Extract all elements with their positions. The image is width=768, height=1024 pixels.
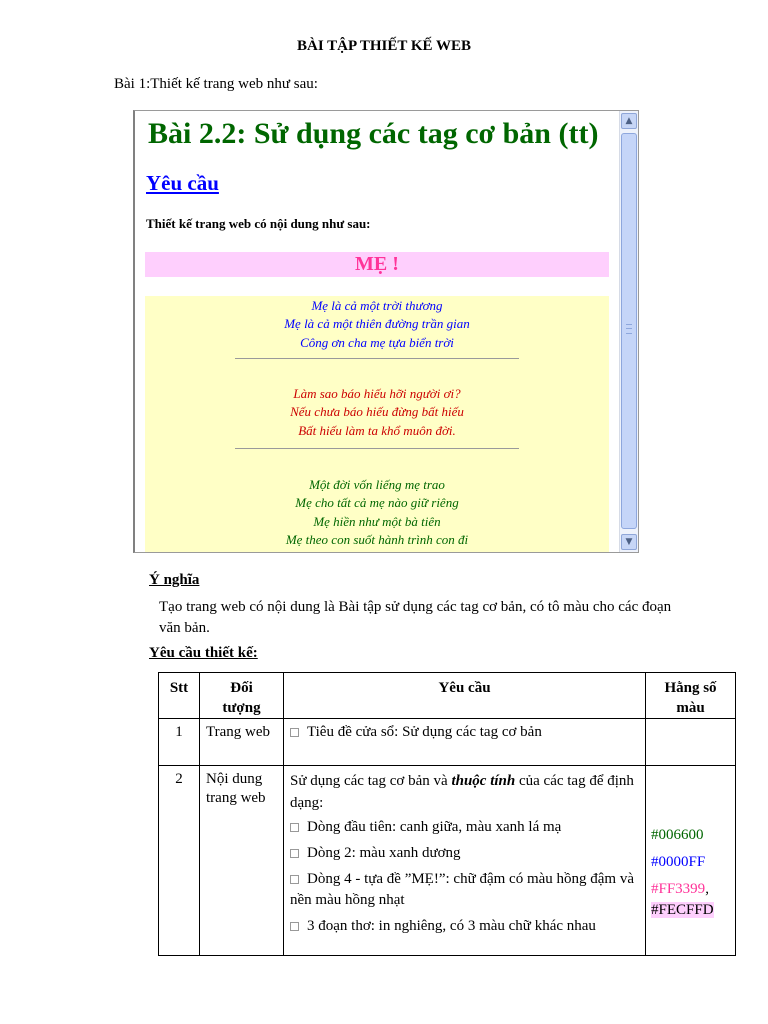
poem-line: Một đời vốn liếng mẹ trao [309,477,445,492]
color-code-light-pink-line [651,900,735,921]
requirement-intro [290,770,639,814]
scroll-down-arrow-icon[interactable]: ▼ [621,534,637,550]
row-object: Nội dung trang web [200,766,284,956]
document-title: BÀI TẬP THIẾT KẾ WEB [297,38,471,54]
row-requirement [284,766,646,956]
row-stt: 2 [159,766,200,956]
requirement-item [290,843,639,864]
checkbox-bullet-icon [290,849,299,858]
poem-title-box: MẸ ! [145,252,609,277]
poem-line: Mẹ là cả một trời thương [311,298,443,313]
table-header-row [159,673,736,719]
poem-box [145,296,609,553]
checkbox-bullet-icon [290,922,299,931]
example-instruction: Thiết kế trang web có nội dung như sau: [146,216,371,231]
item-text: Dòng đầu tiên: canh giữa, màu xanh lá mạ [307,819,562,835]
color-separator: , [705,881,709,897]
color-code-light-pink: #FECFFD [651,902,714,918]
example-page-screenshot [133,110,639,553]
row-object: Trang web [200,719,284,766]
header-requirement: Yêu cầu [284,673,646,719]
requirement-item [290,916,639,937]
intro-text-end: của các tag để định dạng: [290,773,634,811]
poem-line: Mẹ hiền như một bà tiên [313,513,441,529]
example-heading: Bài 2.2: Sử dụng các tag cơ bản (tt) [148,117,599,150]
color-code-green: #006600 [651,827,704,843]
stanza-3 [145,476,609,549]
poem-line: Bất hiếu làm ta khổ muôn đời. [298,422,456,438]
requirements-table [158,672,736,956]
example-subheading: Yêu cầu [146,171,219,195]
stanza-divider [235,448,519,449]
checkbox-bullet-icon [290,728,299,737]
row-color [646,719,736,766]
requirement-text: Tiêu đề cửa sổ: Sử dụng các tag cơ bản [307,724,542,740]
color-code-blue: #0000FF [651,854,706,870]
row-requirement [284,719,646,766]
stanza-2 [145,385,609,440]
scrollbar-thumb[interactable] [621,133,637,529]
stanza-divider [235,358,519,359]
checkbox-bullet-icon [290,823,299,832]
row-color [646,766,736,956]
poem-line: Mẹ là cả một thiên đường trần gian [284,316,470,332]
row-stt: 1 [159,719,200,766]
item-text: Dòng 2: màu xanh dương [307,845,461,861]
intro-emphasis: thuộc tính [451,773,516,789]
color-code-pink-line [651,879,735,900]
vertical-scrollbar[interactable] [619,111,638,552]
header-stt: Stt [159,673,200,719]
grip-icon [626,324,632,334]
meaning-heading: Ý nghĩa [149,572,200,588]
poem-line: Mẹ cho tất cả mẹ nào giữ riêng [295,495,459,511]
exercise-intro: Bài 1:Thiết kế trang web như sau: [114,76,318,92]
poem-line: Mẹ theo con suốt hành trình con đi [285,531,469,547]
stanza-1 [145,297,609,352]
checkbox-bullet-icon [290,875,299,884]
poem-line: Nếu chưa báo hiếu đừng bất hiếu [290,404,464,420]
scroll-up-arrow-icon[interactable]: ▲ [621,113,637,129]
table-row [159,719,736,766]
requirement-item [290,869,639,911]
header-object: Đối tượng [200,673,284,719]
item-text: Dòng 4 - tựa đề ”MẸ!”: chữ đậm có màu hồng đậm và nền màu hồng nhạt [290,871,634,908]
color-code-pink: #FF3399 [651,881,706,897]
table-row [159,766,736,956]
meaning-text: Tạo trang web có nội dung là Bài tập sử dụng các tag cơ bản, có tô màu cho các đoạn văn bản. [159,599,672,636]
intro-text: Sử dụng các tag cơ bản và [290,773,452,789]
requirement-item [290,817,639,838]
design-requirements-heading: Yêu cầu thiết kế: [149,645,258,661]
poem-line: Làm sao báo hiếu hỡi người ơi? [293,386,461,401]
header-color: Hằng số màu [646,673,736,719]
item-text: 3 đoạn thơ: in nghiêng, có 3 màu chữ khác nhau [307,918,596,934]
poem-line: Công ơn cha mẹ tựa biển trời [300,334,454,350]
